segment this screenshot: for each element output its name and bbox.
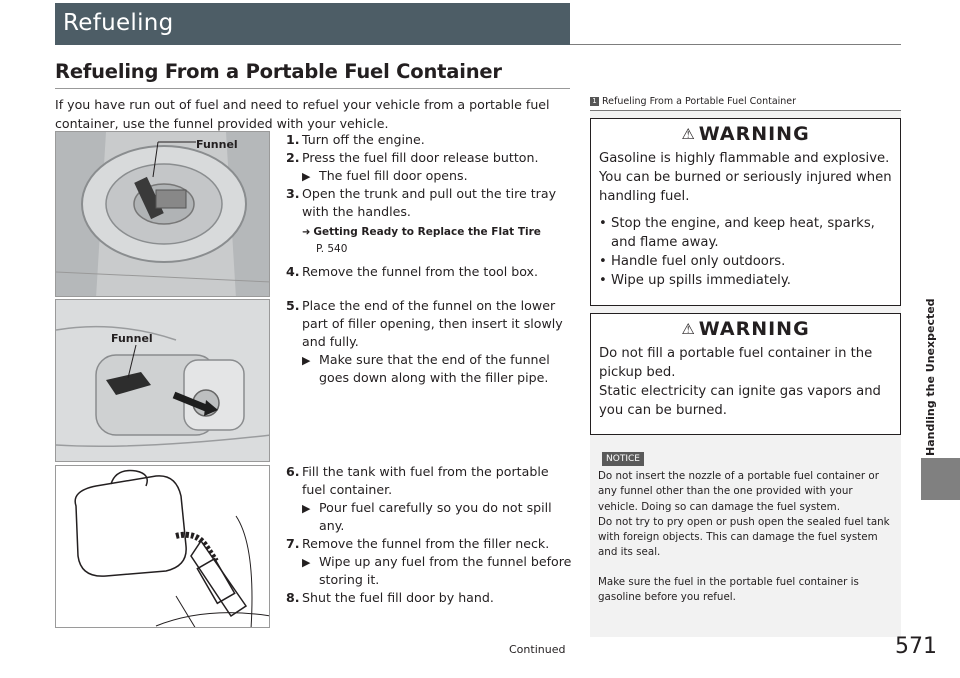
continued-label: Continued (509, 643, 566, 656)
warning-bullet: • Wipe up spills immediately. (599, 271, 892, 290)
sidebar-title (590, 96, 796, 107)
sidebar-title-text: Refueling From a Portable Fuel Container (602, 96, 797, 107)
step-text: Place the end of the funnel on the lower part of filler opening, then insert it slowly and fully. (302, 298, 563, 349)
step-3 (286, 185, 576, 221)
notice-paragraph: Do not try to pry open or push open the sealed fuel tank with foreign objects. This can damage the fuel system and its seal. (598, 515, 890, 559)
arrow-icon: ▶ (302, 502, 311, 515)
arrow-icon: ▶ (302, 354, 311, 367)
section-divider (55, 88, 570, 89)
cross-reference[interactable] (302, 224, 576, 257)
step-number: 5. (286, 298, 300, 313)
warning-bullet: • Stop the engine, and keep heat, sparks, and flame away. (599, 214, 892, 252)
trunk-illustration (56, 132, 270, 297)
figure-trunk-funnel (55, 131, 270, 297)
section-heading: Refueling From a Portable Fuel Container (55, 60, 502, 83)
container-illustration (56, 466, 270, 628)
warning-triangle-icon: ⚠ (681, 125, 696, 143)
warning-box-1 (590, 118, 901, 306)
step-text: Remove the funnel from the tool box. (302, 264, 539, 279)
step-5 (286, 297, 576, 351)
chapter-side-tab[interactable]: Handling the Unexpected (924, 298, 937, 456)
step-number: 1. (286, 132, 300, 147)
xref-page[interactable]: P. 540 (316, 243, 348, 255)
figure-portable-container (55, 465, 270, 628)
notice-text (598, 469, 894, 605)
step-number: 6. (286, 464, 300, 479)
arrow-icon: ▶ (302, 556, 311, 569)
step-text: Open the trunk and pull out the tire tray with the handles. (302, 186, 557, 219)
steps-group-1 (286, 131, 576, 281)
warning-text: Do not fill a portable fuel container in the pickup bed. (599, 346, 873, 380)
warning-body (591, 149, 900, 290)
step-8 (286, 589, 576, 607)
step-text: Fill the tank with fuel from the portable fuel container. (302, 464, 549, 497)
warning-heading (591, 119, 900, 149)
warning-body (591, 344, 900, 420)
sub-text: Wipe up any fuel from the funnel before storing it. (319, 554, 572, 587)
fuel-door-illustration (56, 300, 270, 462)
step-7-note (302, 553, 576, 589)
step-number: 7. (286, 536, 300, 551)
notice-badge: NOTICE (602, 452, 644, 466)
step-text: Press the fuel fill door release button. (302, 150, 539, 165)
warning-bullet: • Handle fuel only outdoors. (599, 252, 892, 271)
notice-paragraph: Make sure the fuel in the portable fuel container is gasoline before you refuel. (598, 575, 859, 604)
warning-text: Static electricity can ignite gas vapors and you can be burned. (599, 384, 881, 418)
warning-heading (591, 314, 900, 344)
note-marker-icon: 1 (590, 97, 599, 106)
step-2-result (302, 167, 576, 185)
chapter-title-bar (55, 3, 570, 45)
steps-group-3 (286, 463, 576, 607)
step-text: Turn off the engine. (302, 132, 425, 147)
step-7 (286, 535, 576, 553)
chapter-tab-marker (921, 458, 960, 500)
step-number: 8. (286, 590, 300, 605)
sub-text: Make sure that the end of the funnel goes down along with the filler pipe. (319, 352, 550, 385)
step-2 (286, 149, 576, 167)
sub-text: Pour fuel carefully so you do not spill any. (319, 500, 552, 533)
xref-title[interactable]: Getting Ready to Replace the Flat Tire (313, 226, 541, 238)
funnel-label-2: Funnel (111, 332, 153, 345)
step-1 (286, 131, 576, 149)
step-text: Shut the fuel fill door by hand. (302, 590, 494, 605)
step-6 (286, 463, 576, 499)
sub-text: The fuel fill door opens. (319, 168, 468, 183)
warning-triangle-icon: ⚠ (681, 320, 696, 338)
steps-group-2 (286, 297, 576, 387)
arrow-icon: ▶ (302, 170, 311, 183)
warning-heading-text: WARNING (698, 318, 810, 340)
notice-paragraph: Do not insert the nozzle of a portable fuel container or any funnel other than the one provided with your vehicle. Doing so can damage the fuel system. (598, 470, 879, 513)
step-number: 4. (286, 264, 300, 279)
step-5-note (302, 351, 576, 387)
step-6-note (302, 499, 576, 535)
figure-fuel-door-funnel (55, 299, 270, 462)
warning-box-2 (590, 313, 901, 435)
page-number: 571 (895, 634, 937, 659)
intro-paragraph: If you have run out of fuel and need to refuel your vehicle from a portable fuel container, use the funnel provided with your vehicle. (55, 97, 550, 131)
funnel-label: Funnel (196, 138, 238, 151)
warning-text: Gasoline is highly flammable and explosive. You can be burned or seriously injured when handling fuel. (599, 151, 892, 204)
xref-arrow-icon: ➜ (302, 227, 311, 238)
warning-heading-text: WARNING (698, 123, 810, 145)
title-divider (570, 44, 901, 45)
step-text: Remove the funnel from the filler neck. (302, 536, 550, 551)
sidebar-divider (590, 110, 901, 111)
step-number: 2. (286, 150, 300, 165)
chapter-title: Refueling (63, 10, 174, 36)
step-4 (286, 263, 576, 281)
step-number: 3. (286, 186, 300, 201)
